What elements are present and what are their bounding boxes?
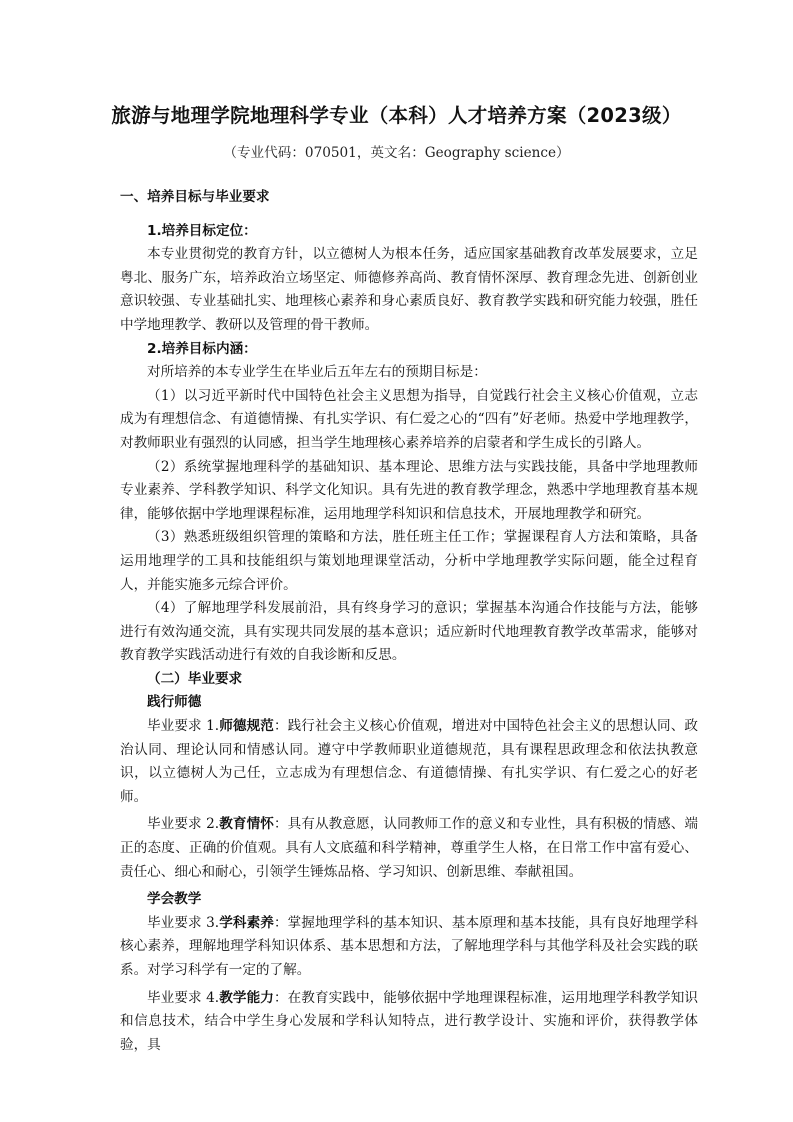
requirement-3-prefix: 毕业要求 3. (147, 914, 220, 931)
requirement-3-text: ：掌握地理学科的基本知识、基本原理和基本技能，具有良好地理学科核心素养，理解地理学科知识体系、基本思想和方法，了解地理学科与其他学科及社会实践的联系。对学习科学有一定的了解。 (120, 914, 699, 978)
requirement-4-text: ：在教育实践中，能够依据中学地理课程标准，运用地理学科教学知识和信息技术，结合中学生身心发展和学科认知特点，进行教学设计、实施和评价，获得教学体验，具 (120, 989, 699, 1053)
requirement-4-prefix: 毕业要求 4. (147, 989, 220, 1006)
section-heading-1: 一、培养目标与毕业要求 (120, 189, 270, 205)
requirement-2 (120, 813, 698, 884)
requirement-1-keyword: 师德规范 (219, 718, 274, 735)
paragraph-positioning: 本专业贯彻党的教育方针，以立德树人为根本任务，适应国家基础教育改革发展要求，立足粤北、服务广东，培养政治立场坚定、师德修养高尚、教育情怀深厚、教育理念先进、创新创业意识较强、专业基础扎实、地理核心素养和身心素质良好、教育教学实践和研究能力较强，胜任中学地理教学、教研以及管理的骨干教师。 (120, 246, 698, 333)
document-subtitle: （专业代码：070501，英文名：Geography science） (223, 145, 570, 161)
goal-item-4: （4）了解地理学科发展前沿，具有终身学习的意识；掌握基本沟通合作技能与方法，能够进行有效沟通交流，具有实现共同发展的基本意识；适应新时代地理教育教学改革需求，能够对教育教学实践活动进行有效的自我诊断和反思。 (120, 600, 698, 664)
goal-item-2: （2）系统掌握地理科学的基础知识、基本理论、思维方法与实践技能，具备中学地理教师专业素养、学科教学知识、科学文化知识。具有先进的教育教学理念，熟悉中学地理教育基本规律，能够依据中学地理课程标准，运用地理学科知识和信息技术，开展地理教学和研究。 (120, 458, 698, 522)
requirement-2-prefix: 毕业要求 2. (147, 816, 220, 833)
goal-item-1: （1）以习近平新时代中国特色社会主义思想为指导，自觉践行社会主义核心价值观，立志成为有理想信念、有道德情操、有扎实学识、有仁爱之心的“四有”好老师。热爱中学地理教学，对教师职业有强烈的认同感，担当学生地理核心素养培养的启蒙者和学生成长的引路人。 (120, 387, 698, 451)
document-title: 旅游与地理学院地理科学专业（本科）人才培养方案（2023级） (111, 104, 682, 127)
goal-item-3: （3）熟悉班级组织管理的策略和方法，胜任班主任工作；掌握课程育人方法和策略，具备运用地理学的工具和技能组织与策划地理课堂活动，分析中学地理教学实际问题，能全过程育人，并能实施多元综合评价。 (120, 529, 698, 593)
group-heading-ethics: 践行师德 (147, 694, 202, 711)
group-heading-teaching: 学会教学 (147, 891, 202, 908)
requirement-1-prefix: 毕业要求 1. (147, 718, 220, 735)
requirement-4-keyword: 教学能力 (219, 989, 274, 1006)
document-body (120, 186, 698, 1057)
requirement-3-keyword: 学科素养 (219, 914, 274, 931)
paragraph-connotation-intro: 对所培养的本专业学生在毕业后五年左右的预期目标是： (147, 364, 487, 381)
requirement-2-text: ：具有从教意愿，认同教师工作的意义和专业性，具有积极的情感、端正的态度、正确的价值观。具有人文底蕴和科学精神，尊重学生人格，在日常工作中富有爱心、责任心、细心和耐心，引领学生锤炼品格、学习知识、创新思维、奉献祖国。 (120, 816, 699, 880)
subsection-heading-positioning: 1.培养目标定位： (147, 222, 257, 239)
requirement-4 (120, 987, 698, 1058)
requirement-1 (120, 715, 698, 809)
subsection-heading-connotation: 2.培养目标内涵： (147, 340, 257, 357)
requirement-3 (120, 912, 698, 983)
requirement-2-keyword: 教育情怀 (219, 816, 274, 833)
section-heading-2: （二）毕业要求 (147, 670, 243, 687)
requirement-1-text: ：践行社会主义核心价值观，增进对中国特色社会主义的思想认同、政治认同、理论认同和情感认同。遵守中学教师职业道德规范，具有课程思政理念和依法执教意识，以立德树人为己任，立志成为有理想信念、有道德情操、有扎实学识、有仁爱之心的好老师。 (120, 718, 699, 805)
